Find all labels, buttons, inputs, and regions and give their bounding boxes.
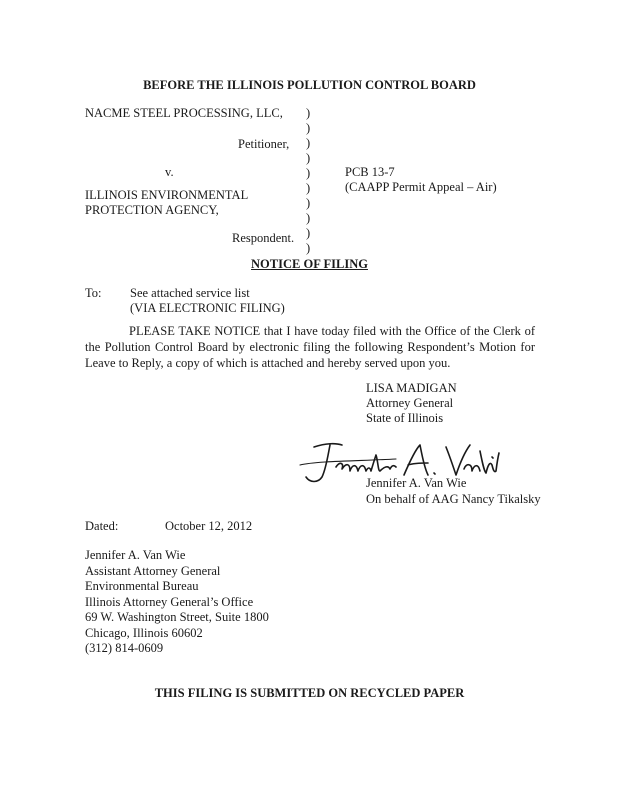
to-recipient-line2: (VIA ELECTRONIC FILING) xyxy=(130,301,285,315)
caption-paren: ) xyxy=(306,196,311,210)
caption-paren: ) xyxy=(306,136,311,150)
contact-office: Illinois Attorney General’s Office xyxy=(85,594,254,609)
ag-name: LISA MADIGAN xyxy=(366,381,457,395)
caption-paren: ) xyxy=(306,241,311,255)
contact-bureau: Environmental Bureau xyxy=(85,579,199,593)
caption-paren: ) xyxy=(306,226,311,240)
contact-phone: (312) 814-0609 xyxy=(85,641,164,655)
caption-paren: ) xyxy=(306,106,311,120)
petitioner-name: NACME STEEL PROCESSING, LLC, xyxy=(85,106,283,120)
signer-name: Jennifer A. Van Wie xyxy=(366,476,467,490)
notice-heading: NOTICE OF FILING xyxy=(251,257,368,271)
notice-body: PLEASE TAKE NOTICE that I have today filed with the Office of the Clerk of the Pollution Control Board by electronic filing the following Respondent’s Motion for Leave to Reply, a copy of which is attached and hereby served upon you. xyxy=(85,324,535,370)
to-recipient-line1: See attached service list xyxy=(130,286,250,300)
caption-paren: ) xyxy=(306,151,311,165)
respondent-label: Respondent. xyxy=(232,231,295,245)
contact-street: 69 W. Washington Street, Suite 1800 xyxy=(85,610,269,624)
caption-parentheses xyxy=(306,106,310,256)
case-type: (CAAPP Permit Appeal – Air) xyxy=(345,180,497,194)
dated-label: Dated: xyxy=(85,519,119,533)
caption-paren: ) xyxy=(306,181,311,195)
respondent-name-line1: ILLINOIS ENVIRONMENTAL xyxy=(85,188,249,202)
contact-title: Assistant Attorney General xyxy=(85,563,221,578)
respondent-name-line2: PROTECTION AGENCY, xyxy=(85,203,219,217)
recycled-paper-notice: THIS FILING IS SUBMITTED ON RECYCLED PAPER xyxy=(154,686,465,700)
dated-value: October 12, 2012 xyxy=(165,519,253,533)
ag-state: State of Illinois xyxy=(366,411,444,425)
contact-city: Chicago, Illinois 60602 xyxy=(85,625,203,640)
versus-label: v. xyxy=(165,165,174,179)
contact-name: Jennifer A. Van Wie xyxy=(85,548,186,562)
contact-block xyxy=(85,548,269,657)
caption-paren: ) xyxy=(306,121,311,135)
caption-paren: ) xyxy=(306,166,311,180)
case-number: PCB 13-7 xyxy=(345,165,395,179)
petitioner-label: Petitioner, xyxy=(238,137,290,151)
ag-title: Attorney General xyxy=(366,396,454,410)
on-behalf-of: On behalf of AAG Nancy Tikalsky xyxy=(366,492,541,506)
to-label: To: xyxy=(85,286,102,300)
caption-paren: ) xyxy=(306,211,311,225)
page-title: BEFORE THE ILLINOIS POLLUTION CONTROL BOARD xyxy=(143,78,476,92)
